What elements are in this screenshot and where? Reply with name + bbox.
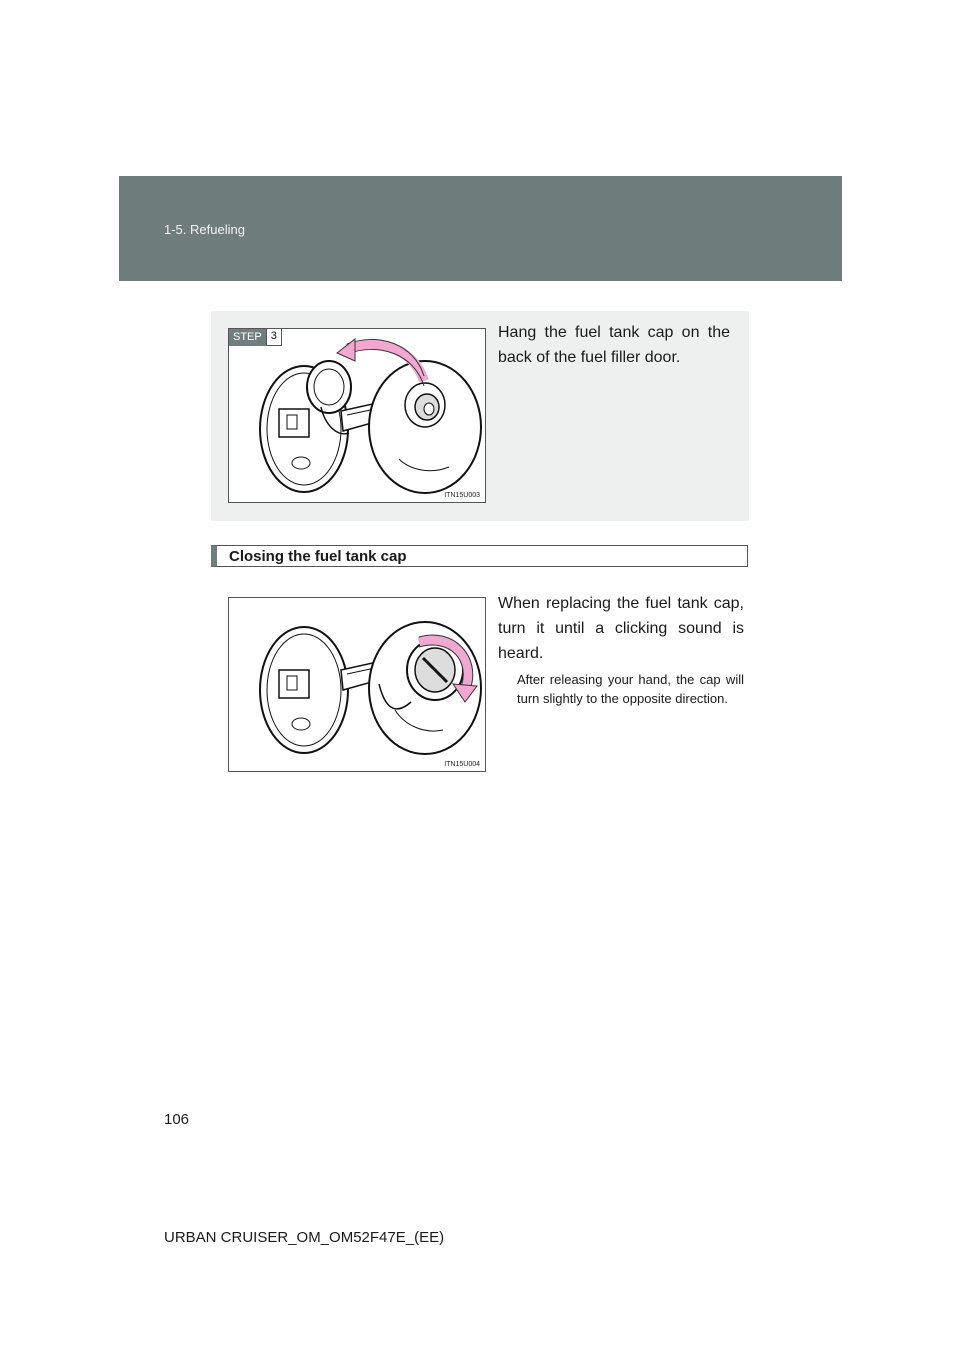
step-badge-number: 3 [267,329,282,346]
section-title: 1-5. Refueling [164,222,245,237]
closing-instruction: When replacing the fuel tank cap, turn it until a clicking sound is heard. [498,595,744,662]
step-badge-word: STEP [229,329,267,346]
figure-code: ITN15U003 [444,492,480,499]
subheading-bar [211,545,748,567]
step-instruction: Hang the fuel tank cap on the back of the fuel filler door. [498,324,730,366]
fuel-cap-hang-drawing [229,329,485,502]
closing-cap-illustration [228,597,486,772]
step-3-illustration [228,328,486,503]
step-badge [229,329,282,346]
page-number: 106 [164,1111,190,1128]
subheading: Closing the fuel tank cap [229,548,407,565]
closing-note: After releasing your hand, the cap will turn slightly to the opposite direction. [517,672,744,706]
footer-doc-id: URBAN CRUISER_OM_OM52F47E_(EE) [164,1229,445,1246]
fuel-cap-close-drawing [229,598,485,771]
figure-code: ITN15U004 [444,761,480,768]
